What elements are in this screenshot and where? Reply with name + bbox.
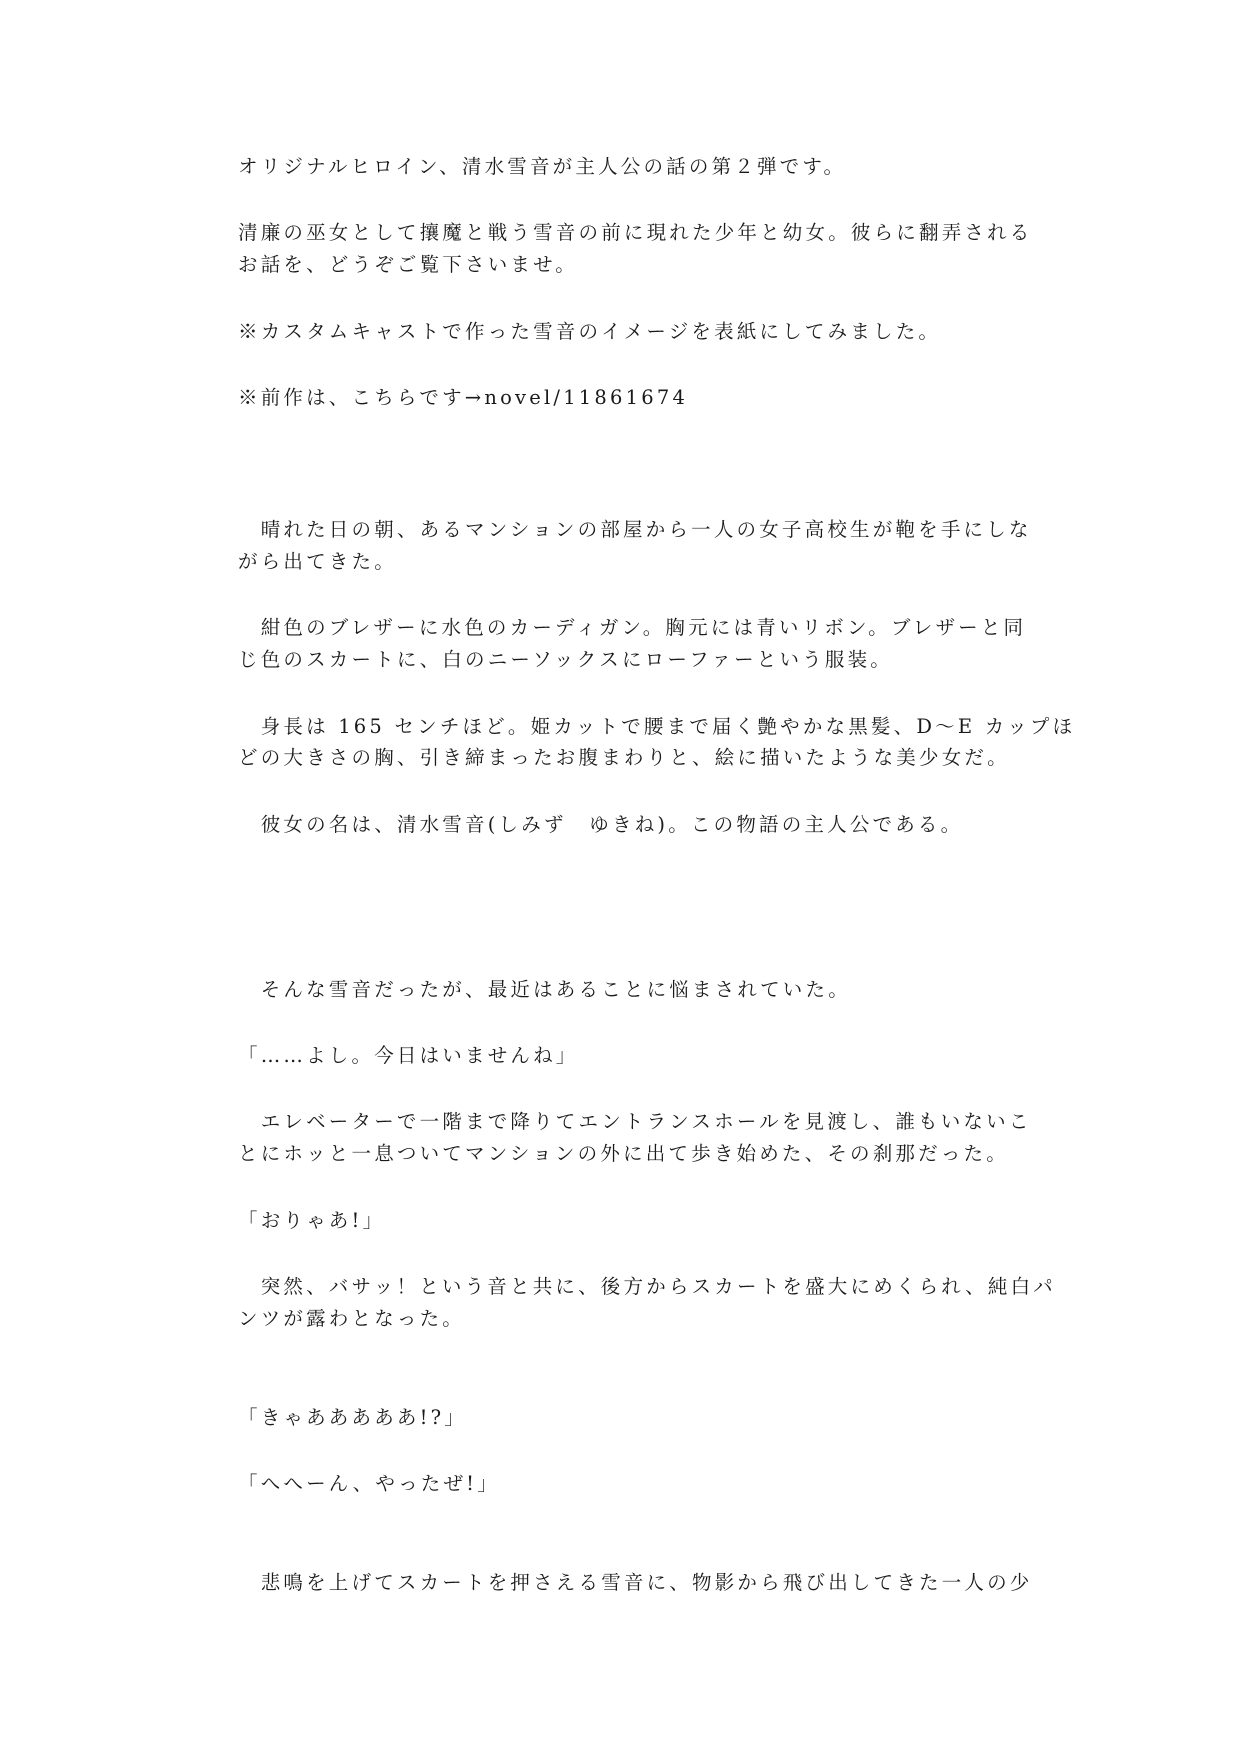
text-line: ンツが露わとなった。 [238,1307,466,1330]
text-line: 「きゃあああああ!?」 [238,1406,467,1429]
text-line: オリジナルヒロイン、清水雪音が主人公の話の第２弾です。 [238,155,847,178]
text-line: 身長は 165 センチほど。姫カットで腰まで届く艶やかな黒髪、D〜E カップほ [238,715,1076,738]
text-line: 彼女の名は、清水雪音(しみず ゆきね)。この物語の主人公である。 [238,813,964,836]
text-line: ※カスタムキャストで作った雪音のイメージを表紙にしてみました。 [238,320,942,343]
text-line: とにホッと一息ついてマンションの外に出て歩き始めた、その刹那だった。 [238,1142,1009,1165]
text-line: 紺色のブレザーに水色のカーディガン。胸元には青いリボン。ブレザーと同 [238,616,1027,639]
text-line: エレベーターで一階まで降りてエントランスホールを見渡し、誰もいないこ [238,1110,1032,1133]
text-line: 悲鳴を上げてスカートを押さえる雪音に、物影から飛び出してきた一人の少 [238,1571,1033,1594]
text-line: お話を、どうぞご覧下さいませ。 [238,253,578,276]
text-line: 晴れた日の朝、あるマンションの部屋から一人の女子高校生が鞄を手にしな [238,518,1032,541]
text-line: じ色のスカートに、白のニーソックスにローファーという服装。 [238,648,893,671]
text-line: 突然、バサッ！という音と共に、後方からスカートを盛大にめくられ、純白パ [238,1275,1056,1298]
text-line: がら出てきた。 [238,550,397,573]
text-line: そんな雪音だったが、最近はあることに悩まされていた。 [238,978,851,1001]
text-line: 「おりゃあ!」 [238,1209,386,1232]
text-line: 「へへーん、やったぜ!」 [238,1472,500,1495]
text-line: 清廉の巫女として攘魔と戦う雪音の前に現れた少年と幼女。彼らに翻弄される [238,221,1033,244]
text-line: 「……よし。今日はいませんね」 [238,1044,579,1067]
text-line: ※前作は、こちらです→novel/11861674 [238,386,689,409]
text-line: どの大きさの胸、引き締まったお腹まわりと、絵に描いたような美少女だ。 [238,746,1010,769]
